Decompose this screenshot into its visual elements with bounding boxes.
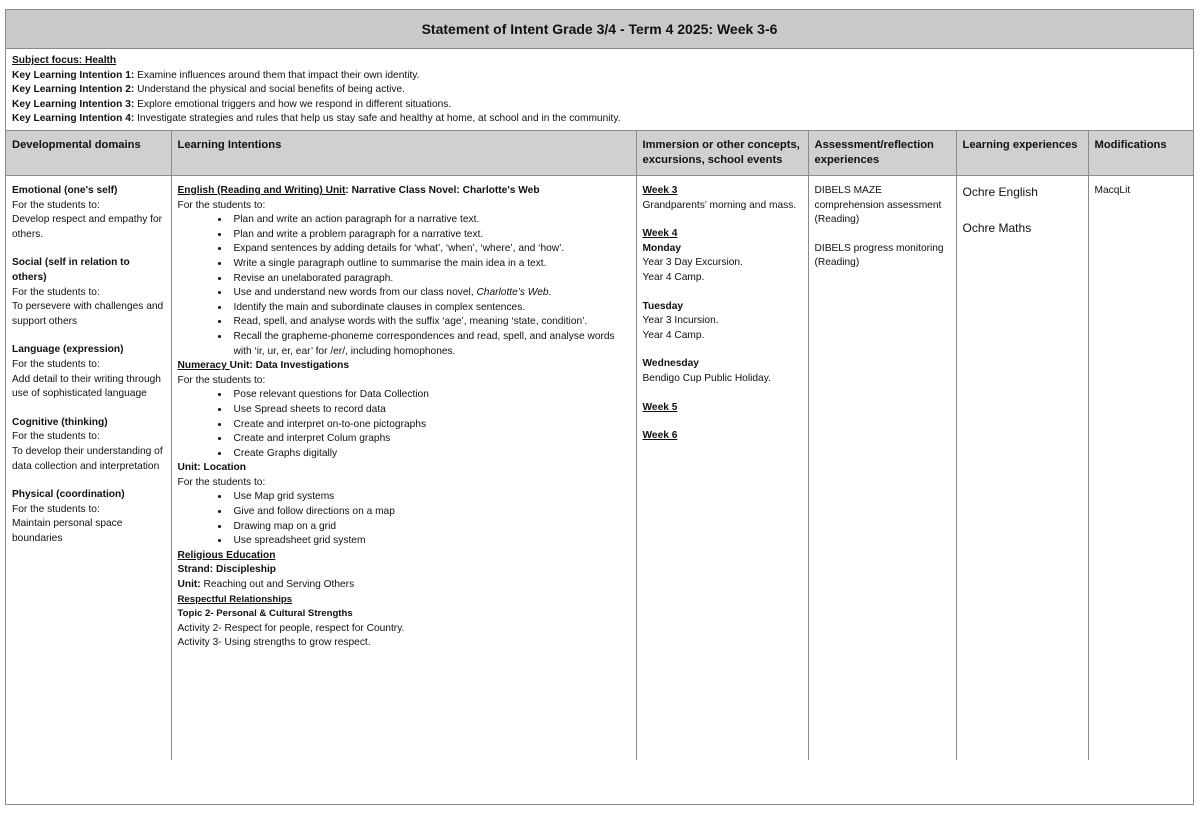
subject-focus-section	[6, 49, 1193, 131]
list-item: • Read, spell, and analyse words with the suffix ‘age’, meaning ‘state, condition’.	[230, 315, 630, 330]
list-item: • Give and follow directions on a map	[230, 505, 630, 520]
week-3-heading: Week 3	[642, 185, 678, 196]
immersion-cell	[636, 176, 808, 760]
religious-heading: Religious Education	[177, 549, 276, 561]
table-body-row	[6, 176, 1193, 760]
list-item: • Plan and write an action paragraph for a narrative text.	[230, 213, 630, 228]
location-heading: Unit: Location	[177, 462, 246, 474]
location-list	[178, 490, 630, 548]
domain-emotional-heading: Emotional (one's self)	[12, 185, 118, 196]
list-item: • Create Graphs digitally	[230, 447, 630, 462]
subject-focus-heading: Subject focus: Health	[12, 55, 117, 66]
list-item: • Use Map grid systems	[230, 490, 630, 505]
wednesday-heading: Wednesday	[642, 358, 699, 370]
list-item: • Write a single paragraph outline to summarise the main idea in a text.	[230, 257, 630, 272]
key-intention-2: Key Learning Intention 2: Understand the physical and social benefits of being active.	[12, 84, 405, 96]
location-intro: For the students to:	[177, 476, 266, 488]
respectful-topic: Topic 2- Personal & Cultural Strengths	[177, 608, 353, 620]
key-intention-3: Key Learning Intention 3: Explore emotional triggers and how we respond in different situations.	[12, 98, 452, 110]
respectful-activity: Activity 3- Using strengths to grow respect.	[177, 637, 371, 649]
list-item: • Expand sentences by adding details for ‘what’, ‘when’, ‘where’, and ‘how’.	[230, 242, 630, 257]
numeracy-list	[178, 388, 630, 461]
domain-line: Develop respect and empathy for others.	[12, 214, 163, 240]
domain-line: Maintain personal space boundaries	[12, 518, 123, 544]
list-item: • Identify the main and subordinate clauses in complex sentences.	[230, 301, 630, 316]
domain-social-heading: Social (self in relation to others)	[12, 257, 130, 283]
list-item: • Use and understand new words from our class novel, Charlotte’s Web.	[230, 286, 630, 301]
week-3-text: Grandparents’ morning and mass.	[642, 199, 797, 211]
event-line: Year 4 Camp.	[642, 329, 705, 341]
event-line: Year 3 Incursion.	[642, 315, 719, 327]
wednesday-text: Bendigo Cup Public Holiday.	[642, 372, 771, 384]
assessment-item: DIBELS progress monitoring (Reading)	[814, 242, 944, 269]
religious-unit: Unit: Reaching out and Serving Others	[177, 579, 355, 591]
week-6-heading: Week 6	[642, 430, 678, 442]
key-intention-1: Key Learning Intention 1: Examine influences around them that impact their own identity.	[12, 69, 420, 81]
planning-table	[6, 131, 1193, 760]
english-intro: For the students to:	[177, 199, 266, 211]
header-immersion: Immersion or other concepts, excursions, school events	[636, 131, 808, 176]
learning-intentions-cell	[171, 176, 636, 760]
learning-experiences-cell	[956, 176, 1088, 760]
domain-line: To persevere with challenges and support others	[12, 301, 164, 327]
key-intention-4: Key Learning Intention 4: Investigate strategies and rules that help us stay safe and healthy at home, at school and in the community.	[12, 113, 621, 125]
assessment-item: DIBELS MAZE comprehension assessment (Reading)	[814, 185, 942, 226]
list-item: • Create and interpret Colum graphs	[230, 432, 630, 447]
domain-line: For the students to:	[12, 286, 100, 298]
week-4-heading: Week 4	[642, 228, 678, 240]
list-item: • Revise an unelaborated paragraph.	[230, 272, 630, 287]
modifications-cell	[1088, 176, 1193, 760]
list-item: • Pose relevant questions for Data Collection	[230, 388, 630, 403]
numeracy-intro: For the students to:	[177, 374, 266, 386]
numeracy-heading: Numeracy Unit: Data Investigations	[177, 360, 350, 372]
list-item: • Recall the grapheme-phoneme correspondences and read, spell, and analyse words with ‘ir, ur, er, ear’ for /er/, including homophones.	[230, 330, 630, 359]
modification-item: MacqLit	[1094, 185, 1131, 196]
document-title	[6, 10, 1193, 49]
respectful-heading: Respectful Relationships	[177, 593, 293, 605]
list-item: • Use spreadsheet grid system	[230, 534, 630, 549]
list-item: • Plan and write a problem paragraph for a narrative text.	[230, 228, 630, 243]
tuesday-heading: Tuesday	[642, 300, 684, 312]
title-text: Statement of Intent Grade 3/4 - Term 4 2025: Week 3-6	[421, 21, 778, 37]
domain-line: To develop their understanding of data collection and interpretation	[12, 445, 163, 472]
domains-cell	[6, 176, 171, 760]
assessment-cell	[808, 176, 956, 760]
religious-strand: Strand: Discipleship	[177, 564, 276, 576]
experience-item: Ochre Maths	[962, 221, 1032, 235]
domain-line: Add detail to their writing through use of sophisticated language	[12, 373, 161, 400]
week-5-heading: Week 5	[642, 401, 678, 413]
domain-line: For the students to:	[12, 503, 100, 515]
statement-of-intent-document	[5, 9, 1194, 805]
header-learning-intentions: Learning Intentions	[171, 131, 636, 176]
list-item: • Create and interpret on-to-one pictographs	[230, 418, 630, 433]
table-header-row	[6, 131, 1193, 176]
list-item: • Use Spread sheets to record data	[230, 403, 630, 418]
domain-cognitive-heading: Cognitive (thinking)	[12, 416, 108, 428]
header-developmental-domains: Developmental domains	[6, 131, 171, 176]
header-learning-experiences: Learning experiences	[956, 131, 1088, 176]
event-line: Year 4 Camp.	[642, 271, 705, 283]
header-modifications: Modifications	[1088, 131, 1193, 176]
event-line: Year 3 Day Excursion.	[642, 257, 743, 269]
domain-line: For the students to:	[12, 199, 100, 211]
header-assessment: Assessment/reflection experiences	[808, 131, 956, 176]
domain-line: For the students to:	[12, 358, 100, 370]
domain-physical-heading: Physical (coordination)	[12, 489, 125, 501]
experience-item: Ochre English	[962, 185, 1038, 199]
domain-language-heading: Language (expression)	[12, 344, 124, 356]
respectful-activity: Activity 2- Respect for people, respect for Country.	[177, 622, 405, 634]
english-unit-heading: English (Reading and Writing) Unit: Narrative Class Novel: Charlotte's Web	[177, 185, 540, 196]
monday-heading: Monday	[642, 242, 681, 254]
domain-line: For the students to:	[12, 431, 100, 443]
english-list	[178, 213, 630, 359]
list-item: • Drawing map on a grid	[230, 520, 630, 535]
